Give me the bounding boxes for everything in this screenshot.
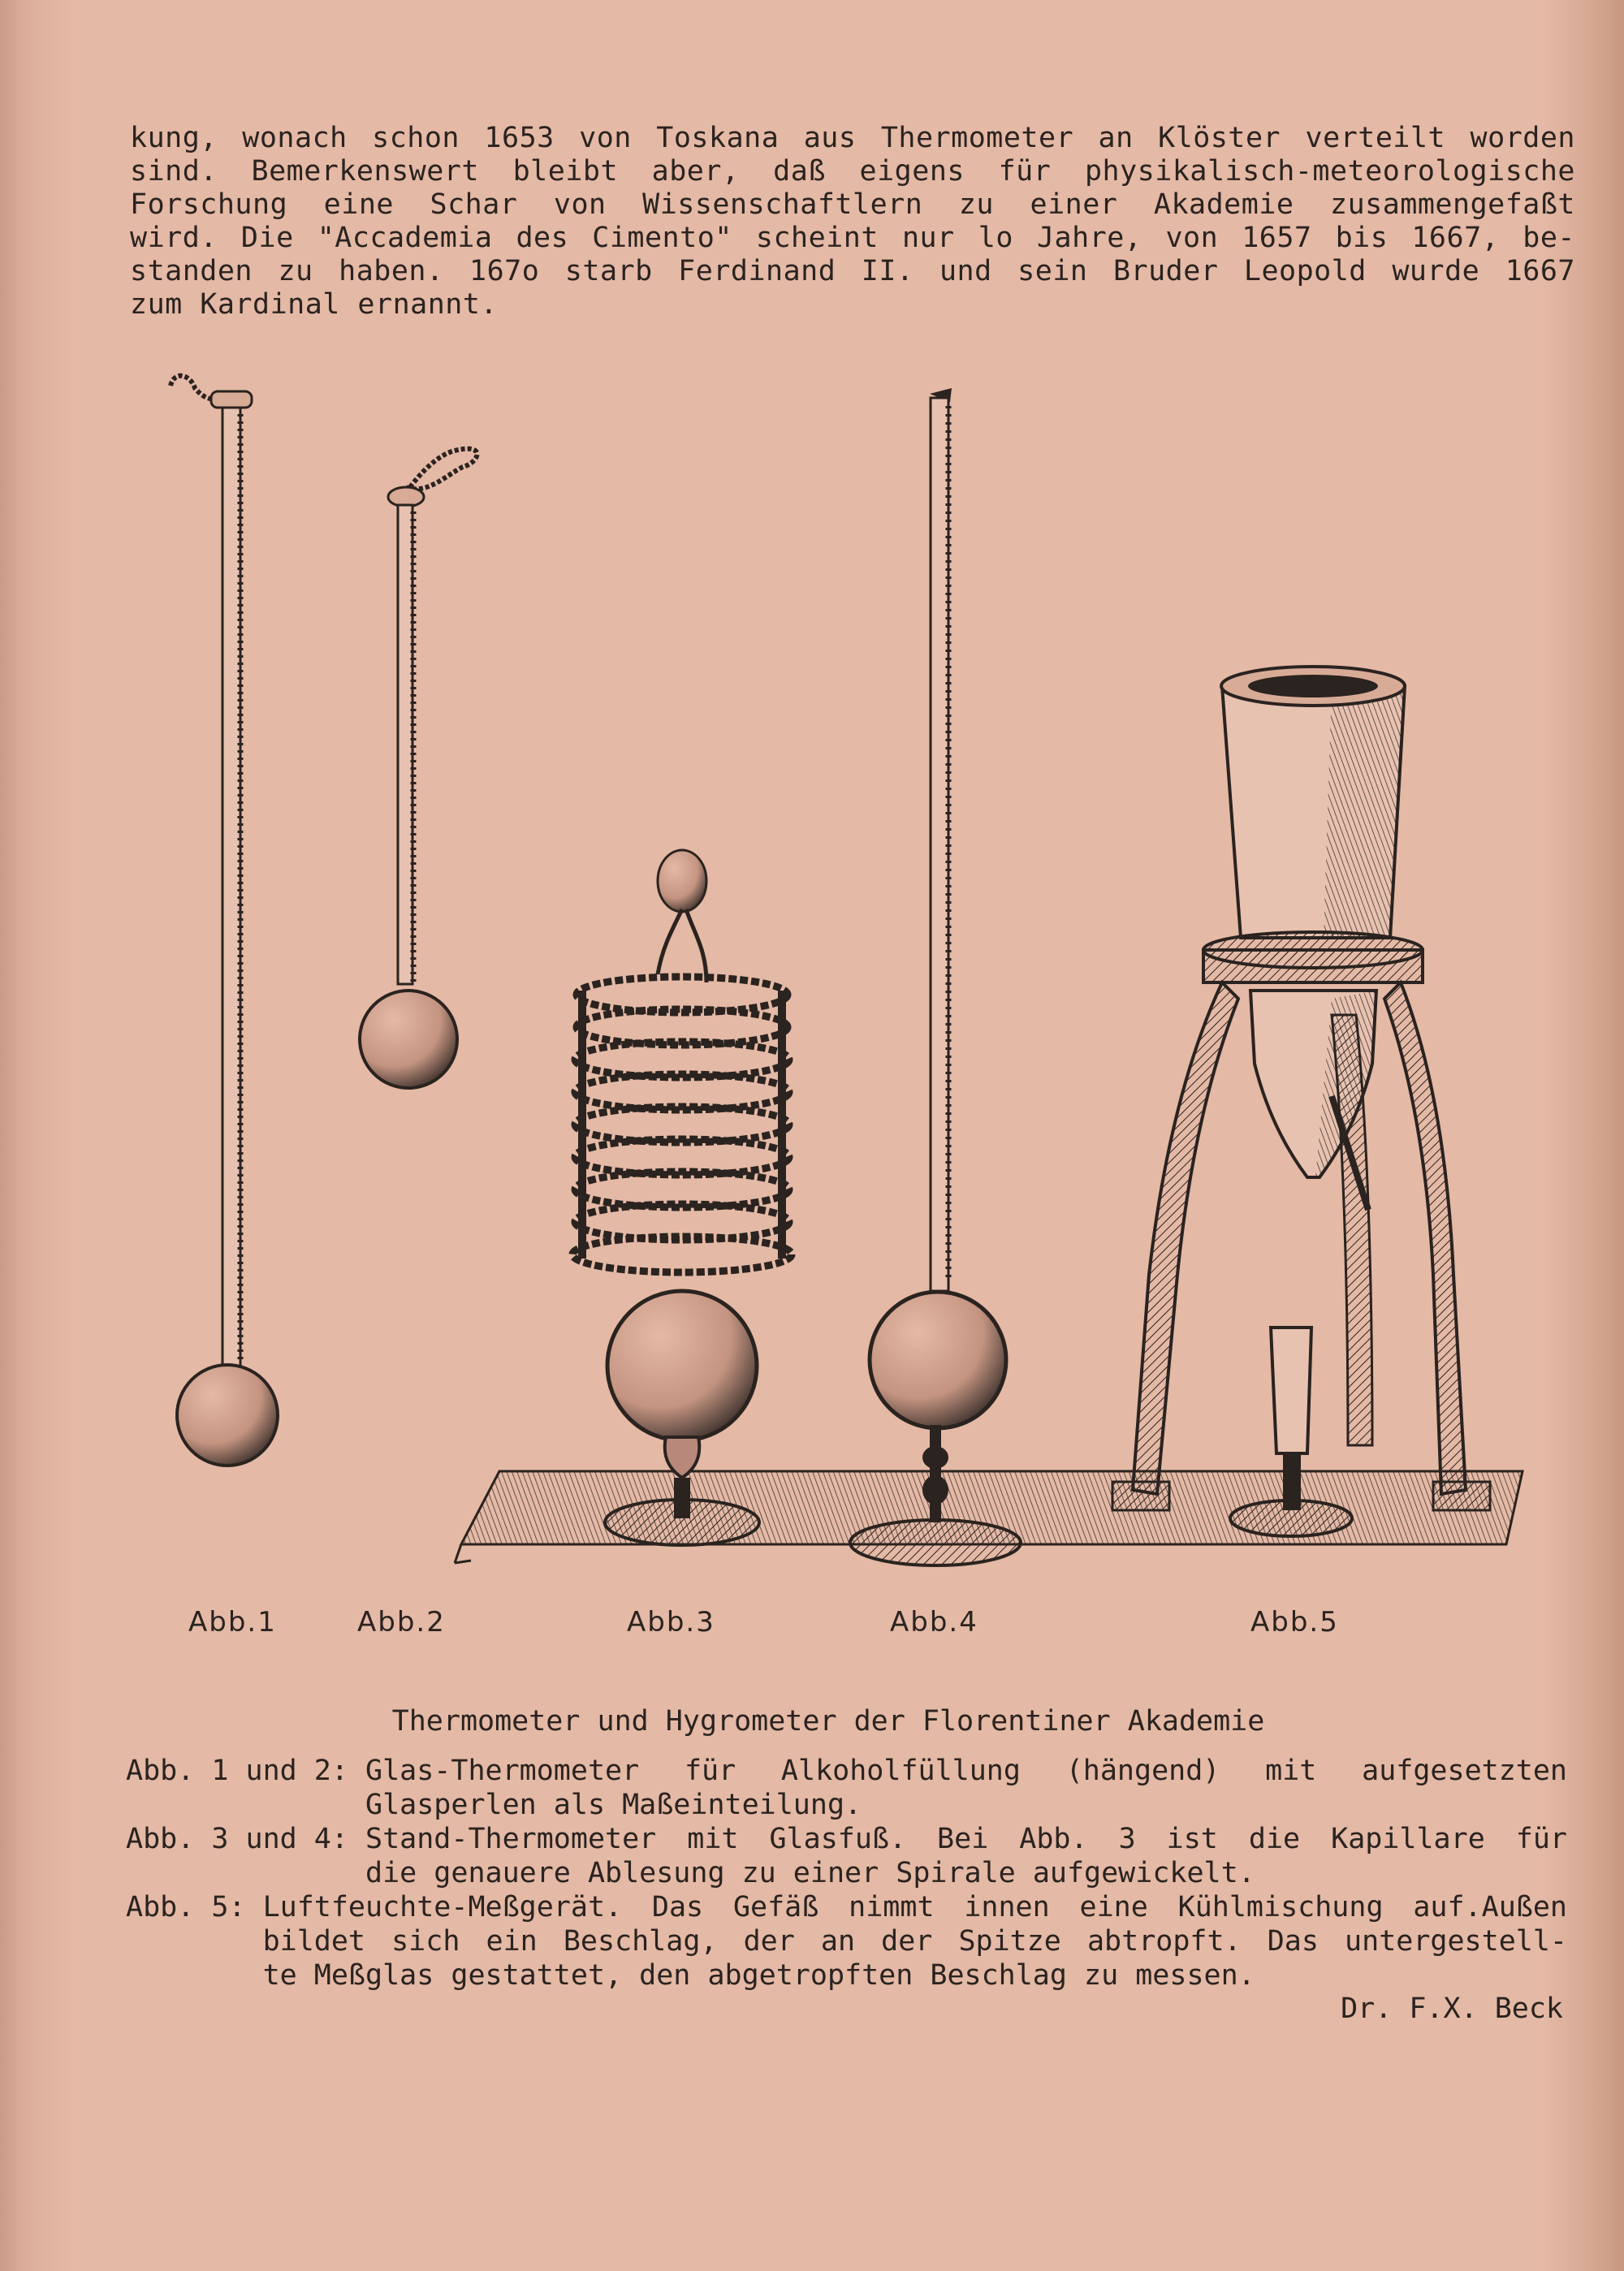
label-abb-5: Abb.5 bbox=[1250, 1606, 1339, 1638]
label-abb-4: Abb.4 bbox=[890, 1606, 978, 1638]
caption-note bbox=[126, 1754, 1567, 1822]
caption-note bbox=[126, 1890, 1567, 1993]
intro-line: sind. Bemerkenswert bleibt aber, daß eigens für physikalisch-meteorologische bbox=[130, 155, 1575, 188]
note-line: Luftfeuchte-Meßgerät. Das Gefäß nimmt innen eine Kühlmischung auf.Außen bbox=[262, 1891, 1567, 1923]
intro-line: zum Kardinal ernannt. bbox=[130, 288, 499, 321]
caption-notes bbox=[126, 1754, 1567, 1993]
note-line: Glas-Thermometer für Alkoholfüllung (hängend) mit aufgesetzten bbox=[365, 1755, 1567, 1787]
illustration-svg bbox=[0, 365, 1624, 1664]
label-abb-1: Abb.1 bbox=[188, 1606, 277, 1638]
author-signature: Dr. F.X. Beck bbox=[1341, 1993, 1563, 2025]
intro-line: kung, wonach schon 1653 von Toskana aus Thermometer an Klöster verteilt worden bbox=[130, 122, 1575, 154]
hygrometer-5 bbox=[1112, 667, 1490, 1536]
note-key: Abb. 5: bbox=[126, 1891, 263, 1923]
note-line: Glasperlen als Maßeinteilung. bbox=[365, 1789, 862, 1821]
note-key: Abb. 3 und 4: bbox=[126, 1823, 366, 1855]
intro-line: wird. Die "Accademia des Cimento" scheint nur lo Jahre, von 1657 bis 1667, be- bbox=[130, 222, 1575, 254]
note-key: Abb. 1 und 2: bbox=[126, 1755, 366, 1787]
label-abb-3: Abb.3 bbox=[627, 1606, 715, 1638]
thermometer-3 bbox=[572, 850, 792, 1545]
thermometer-2 bbox=[360, 449, 477, 1088]
label-abb-2: Abb.2 bbox=[357, 1606, 446, 1638]
thermometer-4 bbox=[850, 388, 1021, 1565]
thermometer-1 bbox=[171, 376, 278, 1466]
intro-line: standen zu haben. 167o starb Ferdinand II. und sein Bruder Leopold wurde 1667 bbox=[130, 255, 1575, 287]
caption-title: Thermometer und Hygrometer der Florentiner Akademie bbox=[391, 1705, 1265, 1738]
note-line: die genauere Ablesung zu einer Spirale aufgewickelt. bbox=[365, 1857, 1255, 1889]
intro-paragraph bbox=[130, 122, 1575, 322]
caption-note bbox=[126, 1822, 1567, 1890]
note-line: bildet sich ein Beschlag, der an der Spitze abtropft. Das untergestell- bbox=[262, 1925, 1567, 1958]
note-line: Stand-Thermometer mit Glasfuß. Bei Abb. 3 ist die Kapillare für bbox=[365, 1823, 1567, 1855]
intro-line: Forschung eine Schar von Wissenschaftlern zu einer Akademie zusammengefaßt bbox=[130, 188, 1575, 221]
note-line: te Meßglas gestattet, den abgetropften Beschlag zu messen. bbox=[262, 1959, 1255, 1992]
instrument-illustration bbox=[0, 365, 1624, 1664]
